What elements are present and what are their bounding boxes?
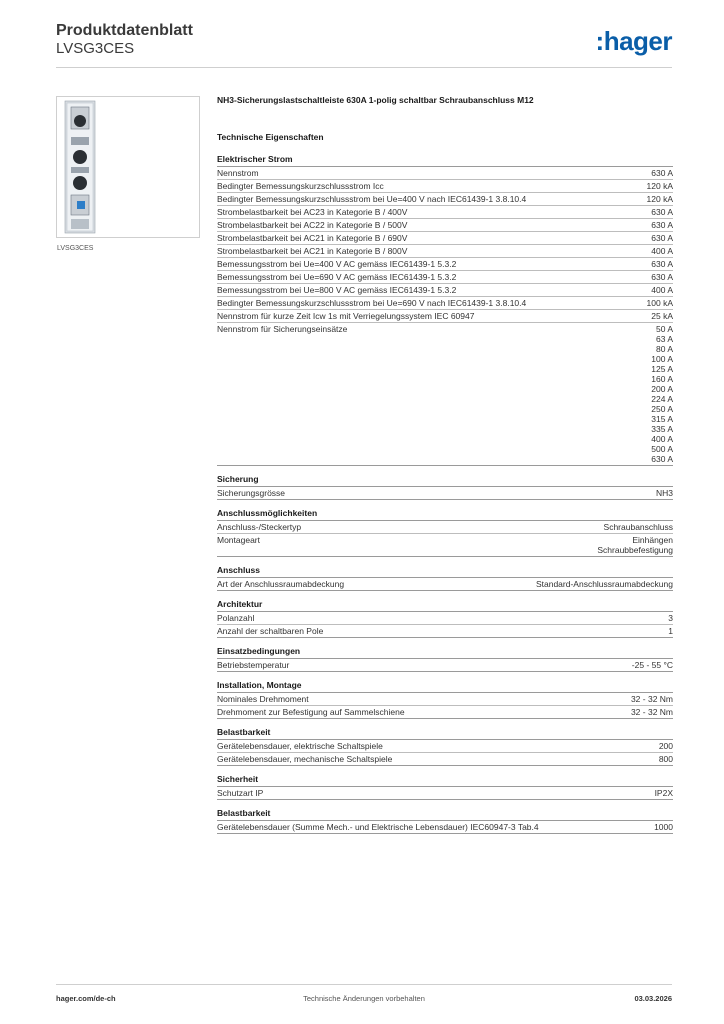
- spec-row: [217, 659, 673, 672]
- spec-value: [651, 168, 673, 178]
- spec-row: [217, 612, 673, 625]
- spec-label: Bedingter Bemessungskurzschlussstrom bei Ue=400 V nach IEC61439-1 3.8.10.4: [217, 194, 527, 204]
- spec-section: [217, 154, 673, 466]
- spec-label: Betriebstemperatur: [217, 660, 290, 670]
- hager-logo: [596, 26, 672, 57]
- spec-value-line: 100 kA: [646, 298, 673, 308]
- spec-section: [217, 599, 673, 638]
- spec-value-line: NH3: [655, 488, 673, 498]
- footer-divider: [56, 984, 672, 985]
- spec-section: [217, 474, 673, 500]
- spec-value-line: 50 A: [655, 324, 673, 334]
- spec-value-line: 32 - 32 Nm: [630, 694, 673, 704]
- spec-section: [217, 508, 673, 557]
- spec-row: [217, 180, 673, 193]
- spec-section: [217, 565, 673, 591]
- spec-value-line: 100 A: [651, 354, 673, 364]
- spec-row: [217, 753, 673, 766]
- spec-value: [632, 660, 673, 670]
- spec-row: [217, 693, 673, 706]
- spec-label: Gerätelebensdauer, mechanische Schaltspiele: [217, 754, 393, 764]
- spec-value: [597, 535, 673, 555]
- spec-label: Montageart: [217, 535, 260, 545]
- spec-label: Bemessungsstrom bei Ue=690 V AC gemäss IEC61439-1 5.3.2: [217, 272, 457, 282]
- spec-row: [217, 271, 673, 284]
- spec-row: [217, 193, 673, 206]
- spec-value: [656, 488, 673, 498]
- spec-label: Bemessungsstrom bei Ue=800 V AC gemäss IEC61439-1 5.3.2: [217, 285, 457, 295]
- spec-value-line: 224 A: [651, 394, 673, 404]
- spec-label: Art der Anschlussraumabdeckung: [217, 579, 345, 589]
- spec-row: [217, 297, 673, 310]
- page-title: Produktdatenblatt: [56, 22, 193, 39]
- section-heading: Sicherheit: [217, 774, 673, 787]
- fuse-switch-strip-image: [57, 97, 199, 237]
- section-heading: Architektur: [217, 599, 673, 612]
- spec-value: [631, 694, 673, 704]
- header-divider: [56, 67, 672, 68]
- spec-value: [655, 788, 673, 798]
- spec-label: Strombelastbarkeit bei AC23 in Kategorie B / 400V: [217, 207, 408, 217]
- spec-value-line: 630 A: [651, 454, 673, 464]
- section-heading: Installation, Montage: [217, 680, 673, 693]
- spec-row: [217, 787, 673, 800]
- spec-label: Sicherungsgrösse: [217, 488, 286, 498]
- spec-value-line: 250 A: [651, 404, 673, 414]
- spec-label: Polanzahl: [217, 613, 255, 623]
- spec-row: [217, 487, 673, 500]
- spec-value-line: Einhängen: [632, 535, 673, 545]
- spec-value-line: 63 A: [655, 334, 673, 344]
- spec-value-line: 400 A: [651, 285, 673, 295]
- footer-date: 03.03.2026: [634, 994, 672, 1003]
- footer-website-link[interactable]: hager.com/de-ch: [56, 994, 116, 1003]
- spec-label: Strombelastbarkeit bei AC21 in Kategorie B / 690V: [217, 233, 408, 243]
- spec-row: [217, 323, 673, 466]
- spec-value: [659, 754, 673, 764]
- spec-section: [217, 727, 673, 766]
- logo-prefix: :: [595, 26, 604, 56]
- spec-value-line: Standard-Anschlussraumabdeckung: [535, 579, 673, 589]
- section-heading: Belastbarkeit: [217, 727, 673, 740]
- spec-row: [217, 740, 673, 753]
- spec-value: [651, 324, 673, 464]
- spec-row: [217, 578, 673, 591]
- spec-value-line: 80 A: [655, 344, 673, 354]
- spec-value: [651, 272, 673, 282]
- spec-value: [651, 285, 673, 295]
- spec-section: [217, 646, 673, 672]
- spec-row: [217, 206, 673, 219]
- spec-value-line: 25 kA: [651, 311, 673, 321]
- footer-disclaimer: Technische Änderungen vorbehalten: [303, 994, 425, 1003]
- spec-value: [651, 220, 673, 230]
- spec-row: [217, 706, 673, 719]
- spec-label: Schutzart IP: [217, 788, 264, 798]
- spec-value-line: 630 A: [651, 207, 673, 217]
- spec-value-line: 630 A: [651, 233, 673, 243]
- spec-value-line: 630 A: [651, 272, 673, 282]
- spec-value-line: 125 A: [651, 364, 673, 374]
- spec-label: Anzahl der schaltbaren Pole: [217, 626, 324, 636]
- spec-row: [217, 232, 673, 245]
- spec-value: [668, 613, 673, 623]
- spec-value-line: 315 A: [651, 414, 673, 424]
- spec-label: Anschluss-/Steckertyp: [217, 522, 302, 532]
- spec-value-line: 800: [658, 754, 673, 764]
- spec-value-line: 630 A: [651, 220, 673, 230]
- spec-value-line: 630 A: [651, 168, 673, 178]
- spec-row: [217, 219, 673, 232]
- spec-label: Drehmoment zur Befestigung auf Sammelschiene: [217, 707, 405, 717]
- product-image: [56, 96, 200, 238]
- spec-value-line: 200: [658, 741, 673, 751]
- spec-value-line: 1: [668, 626, 673, 636]
- section-heading: Belastbarkeit: [217, 808, 673, 821]
- spec-value: [604, 522, 673, 532]
- spec-value-line: 160 A: [651, 374, 673, 384]
- spec-value: [647, 194, 673, 204]
- spec-section: [217, 774, 673, 800]
- spec-value-line: 3: [668, 613, 673, 623]
- spec-value-line: IP2X: [654, 788, 673, 798]
- spec-value: [647, 298, 673, 308]
- spec-row: [217, 167, 673, 180]
- spec-row: [217, 258, 673, 271]
- spec-value-line: Schraubanschluss: [603, 522, 673, 532]
- section-heading: Einsatzbedingungen: [217, 646, 673, 659]
- spec-value-line: Schraubbefestigung: [597, 545, 673, 555]
- spec-value: [631, 707, 673, 717]
- spec-label: Nominales Drehmoment: [217, 694, 309, 704]
- spec-row: [217, 521, 673, 534]
- spec-row: [217, 310, 673, 323]
- main-content: [217, 95, 673, 842]
- spec-value: [651, 207, 673, 217]
- spec-value: [536, 579, 673, 589]
- spec-value: [651, 246, 673, 256]
- spec-label: Nennstrom für kurze Zeit Icw 1s mit Verriegelungssystem IEC 60947: [217, 311, 475, 321]
- spec-row: [217, 534, 673, 557]
- spec-label: Strombelastbarkeit bei AC22 in Kategorie B / 500V: [217, 220, 408, 230]
- spec-section: [217, 680, 673, 719]
- logo-text: hager: [603, 26, 672, 56]
- spec-value: [651, 311, 673, 321]
- spec-label: Nennstrom: [217, 168, 259, 178]
- spec-value: [659, 741, 673, 751]
- spec-value-line: 630 A: [651, 259, 673, 269]
- spec-label: Strombelastbarkeit bei AC21 in Kategorie B / 800V: [217, 246, 408, 256]
- spec-value-line: 400 A: [651, 246, 673, 256]
- spec-value: [654, 822, 673, 832]
- spec-value-line: 120 kA: [646, 181, 673, 191]
- spec-row: [217, 821, 673, 834]
- spec-value-line: 335 A: [651, 424, 673, 434]
- product-image-caption: LVSG3CES: [57, 245, 94, 252]
- spec-label: Bemessungsstrom bei Ue=400 V AC gemäss IEC61439-1 5.3.2: [217, 259, 457, 269]
- spec-label: Nennstrom für Sicherungseinsätze: [217, 324, 348, 334]
- product-title: NH3-Sicherungslastschaltleiste 630A 1-polig schaltbar Schraubanschluss M12: [217, 95, 534, 105]
- spec-value-line: 200 A: [651, 384, 673, 394]
- page-header: [56, 22, 193, 58]
- spec-value-line: 1000: [654, 822, 673, 832]
- spec-value: [668, 626, 673, 636]
- spec-value-line: 400 A: [651, 434, 673, 444]
- spec-value-line: 120 kA: [646, 194, 673, 204]
- spec-row: [217, 625, 673, 638]
- product-code: LVSG3CES: [56, 40, 135, 57]
- spec-sections: [217, 154, 673, 834]
- section-heading: Anschlussmöglichkeiten: [217, 508, 673, 521]
- spec-value: [651, 233, 673, 243]
- spec-row: [217, 284, 673, 297]
- spec-label: Gerätelebensdauer (Summe Mech.- und Elektrische Lebensdauer) IEC60947-3 Tab.4: [217, 822, 539, 832]
- spec-label: Bedingter Bemessungskurzschlussstrom bei Ue=690 V nach IEC61439-1 3.8.10.4: [217, 298, 527, 308]
- technical-properties-heading: Technische Eigenschaften: [217, 132, 324, 142]
- spec-value-line: -25 - 55 °C: [631, 660, 673, 670]
- spec-value-line: 32 - 32 Nm: [630, 707, 673, 717]
- section-heading: Elektrischer Strom: [217, 154, 673, 167]
- spec-section: [217, 808, 673, 834]
- section-heading: Anschluss: [217, 565, 673, 578]
- spec-label: Gerätelebensdauer, elektrische Schaltspiele: [217, 741, 383, 751]
- spec-value: [651, 259, 673, 269]
- section-heading: Sicherung: [217, 474, 673, 487]
- spec-label: Bedingter Bemessungskurzschlussstrom Icc: [217, 181, 384, 191]
- spec-value: [647, 181, 673, 191]
- spec-value-line: 500 A: [651, 444, 673, 454]
- spec-row: [217, 245, 673, 258]
